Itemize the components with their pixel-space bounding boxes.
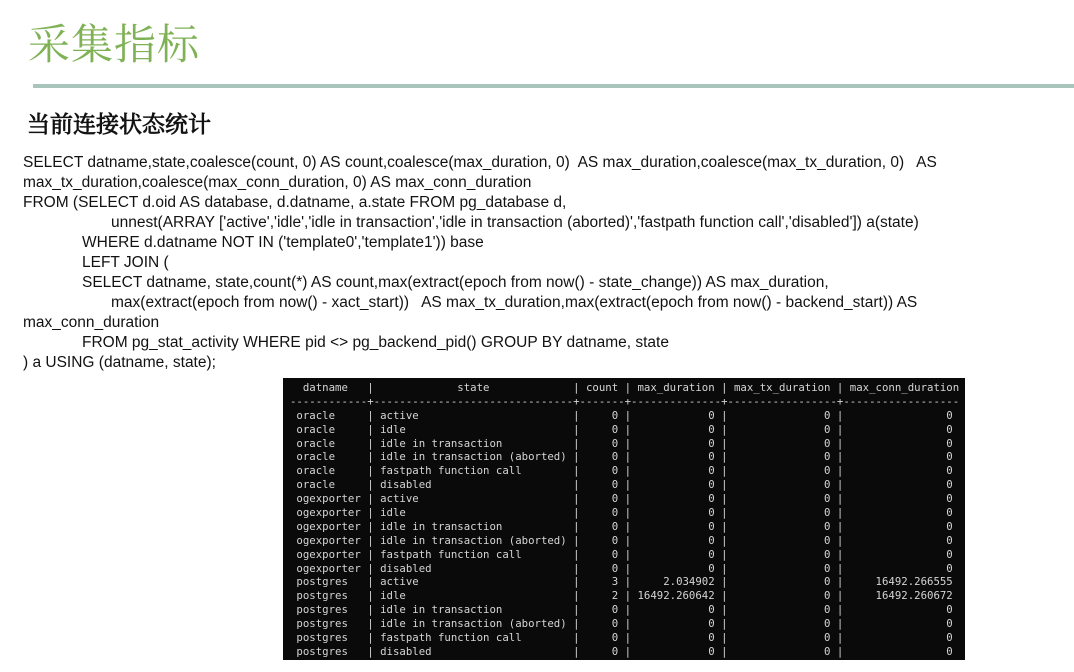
terminal-row: postgres | idle in transaction | 0 | 0 | 0 | 0: [290, 603, 960, 617]
terminal-row: postgres | idle in transaction (aborted) | 0 | 0 | 0 | 0: [290, 617, 960, 631]
sql-line: FROM pg_stat_activity WHERE pid <> pg_backend_pid() GROUP BY datname, state: [82, 334, 669, 351]
sql-line: WHERE d.datname NOT IN ('template0','template1')) base: [82, 234, 484, 251]
sql-line: max(extract(epoch from now() - xact_start)) AS max_tx_duration,max(extract(epoch from now() - backend_start)) AS: [111, 294, 918, 311]
terminal-row: oracle | disabled | 0 | 0 | 0 | 0: [290, 478, 960, 492]
page-title: 采集指标: [28, 21, 201, 68]
terminal-row: postgres | active | 3 | 2.034902 | 0 | 16492.266555: [290, 575, 960, 589]
sql-line: max_tx_duration,coalesce(max_conn_duration, 0) AS max_conn_duration: [23, 174, 532, 191]
sql-line: ) a USING (datname, state);: [23, 354, 216, 371]
sql-line: unnest(ARRAY ['active','idle','idle in transaction','idle in transaction (aborted)','fastpath function call','disabled']) a(state): [111, 214, 919, 231]
terminal-row: ogexporter | idle in transaction | 0 | 0 | 0 | 0: [290, 519, 960, 533]
terminal-row: oracle | active | 0 | 0 | 0 | 0: [290, 408, 960, 422]
terminal-row: ogexporter | idle in transaction (aborted) | 0 | 0 | 0 | 0: [290, 533, 960, 547]
terminal-row: oracle | idle in transaction (aborted) | 0 | 0 | 0 | 0: [290, 450, 960, 464]
terminal-row: oracle | idle | 0 | 0 | 0 | 0: [290, 422, 960, 436]
sql-line: SELECT datname,state,coalesce(count, 0) AS count,coalesce(max_duration, 0) AS max_duration,coalesce(max_tx_duration, 0) AS: [23, 154, 937, 171]
terminal-row: oracle | fastpath function call | 0 | 0 | 0 | 0: [290, 464, 960, 478]
terminal-header-line: datname | state | count | max_duration | max_tx_duration | max_conn_duration: [290, 381, 960, 394]
terminal-row: oracle | idle in transaction | 0 | 0 | 0 | 0: [290, 436, 960, 450]
title-underline: [33, 84, 1074, 88]
section-heading: 当前连接状态统计: [27, 111, 211, 137]
terminal-row: ogexporter | idle | 0 | 0 | 0 | 0: [290, 506, 960, 520]
sql-line: LEFT JOIN (: [82, 254, 169, 271]
terminal-row: ogexporter | active | 0 | 0 | 0 | 0: [290, 492, 960, 506]
terminal-row: postgres | idle | 2 | 16492.260642 | 0 | 16492.260672: [290, 589, 960, 603]
sql-line: SELECT datname, state,count(*) AS count,max(extract(epoch from now() - state_change)) AS max_duration,: [82, 274, 829, 291]
terminal-row: postgres | fastpath function call | 0 | 0 | 0 | 0: [290, 631, 960, 645]
sql-line: FROM (SELECT d.oid AS database, d.datname, a.state FROM pg_database d,: [23, 194, 567, 211]
terminal-separator-line: ------------+-------------------------------+-------+--------------+-----------------+------------------: [290, 394, 960, 408]
terminal-window: [283, 378, 965, 660]
terminal-row: ogexporter | disabled | 0 | 0 | 0 | 0: [290, 561, 960, 575]
sql-line: max_conn_duration: [23, 314, 160, 331]
sql-query-block: [23, 153, 937, 373]
terminal-row: ogexporter | fastpath function call | 0 | 0 | 0 | 0: [290, 547, 960, 561]
terminal-row: postgres | disabled | 0 | 0 | 0 | 0: [290, 644, 960, 658]
